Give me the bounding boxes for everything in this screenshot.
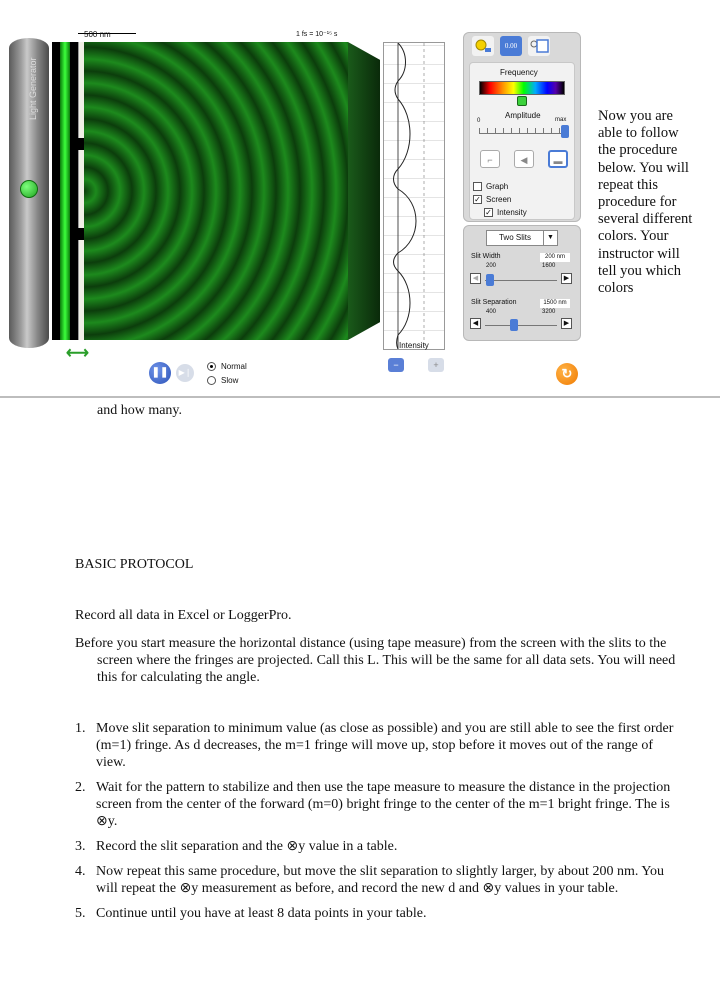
slit-width-decrease-button[interactable]: ◀ bbox=[470, 273, 481, 284]
wave-interference-simulation bbox=[0, 0, 720, 392]
slit-separation-knob[interactable] bbox=[510, 319, 518, 331]
slit-separation-increase-button[interactable]: ▶ bbox=[561, 318, 572, 329]
slit-width-knob[interactable] bbox=[486, 274, 494, 286]
intensity-checkbox[interactable] bbox=[484, 208, 527, 217]
step-number: 3. bbox=[75, 839, 86, 854]
amplitude-slider-track[interactable] bbox=[479, 128, 565, 134]
intensity-curve bbox=[384, 43, 444, 349]
slit-separation-decrease-button[interactable]: ◀ bbox=[470, 318, 481, 329]
checkbox-box: ✓ bbox=[485, 208, 492, 217]
step-text: Wait for the pattern to stabilize and then use the tape measure to measure the distance in the projection screen from the center of the forward (m=0) bright fringe to the center of the m=1 bright fringe. The is ⊗y. bbox=[96, 780, 671, 829]
speed-slow-radio[interactable] bbox=[207, 376, 238, 385]
step-number: 2. bbox=[75, 780, 86, 795]
list-item bbox=[75, 838, 685, 855]
instruction-continuation: and how many. bbox=[97, 403, 183, 418]
barrier-type-value: Two Slits bbox=[498, 233, 531, 242]
radio-dot bbox=[207, 362, 216, 371]
speed-normal-radio[interactable] bbox=[207, 362, 247, 371]
frequency-label: Frequency bbox=[500, 68, 538, 77]
screen-checkbox[interactable] bbox=[473, 195, 511, 204]
protocol-steps bbox=[75, 720, 685, 930]
step-number: 1. bbox=[75, 721, 86, 736]
list-item bbox=[75, 905, 685, 922]
reset-icon[interactable]: ↻ bbox=[556, 363, 578, 385]
slit-width-increase-button[interactable]: ▶ bbox=[561, 273, 572, 284]
scale-label: 500 nm bbox=[84, 30, 111, 39]
slit-separation-label: Slit Separation bbox=[471, 299, 517, 306]
amplitude-min-label: 0 bbox=[477, 118, 481, 124]
slit-width-min-label: 200 bbox=[486, 263, 497, 269]
zoom-out-icon[interactable]: − bbox=[388, 358, 404, 372]
screen-checkbox-label: Screen bbox=[486, 195, 512, 204]
speed-normal-label: Normal bbox=[221, 362, 247, 371]
step-text: Move slit separation to minimum value (as close as possible) and you are still able to see the first order (m=1) fringe. As d decreases, the m=1 fringe will move up, stop before it moves out of the range of view. bbox=[96, 721, 674, 770]
intensity-checkbox-label: Intensity bbox=[497, 208, 527, 217]
light-beam-core bbox=[60, 42, 70, 340]
barrier-type-select[interactable] bbox=[486, 230, 558, 246]
checkbox-box: ✓ bbox=[474, 195, 481, 204]
chevron-down-icon: ▼ bbox=[543, 231, 557, 245]
speed-slow-label: Slow bbox=[221, 376, 239, 385]
amplitude-label: Amplitude bbox=[505, 111, 541, 120]
slit-width-track[interactable] bbox=[485, 280, 557, 281]
section-divider bbox=[0, 396, 720, 398]
graph-checkbox[interactable] bbox=[473, 182, 508, 191]
laser-source-icon[interactable]: ▬ bbox=[548, 150, 568, 168]
wave-pattern-side bbox=[348, 42, 380, 340]
step-text: Continue until you have at least 8 data points in your table. bbox=[96, 906, 427, 921]
barrier-source-buttons bbox=[480, 150, 568, 168]
zoom-in-icon[interactable]: + bbox=[428, 358, 444, 372]
time-scale-label: 1 fs = 10⁻¹⁵ s bbox=[296, 31, 338, 38]
slit-separation-track[interactable] bbox=[485, 325, 557, 326]
frequency-spectrum-slider[interactable] bbox=[479, 81, 565, 95]
tool-icons bbox=[472, 36, 550, 56]
slit-width-label: Slit Width bbox=[471, 253, 501, 260]
slit-width-max-label: 1600 bbox=[542, 263, 556, 269]
timer-icon[interactable]: 0.00 bbox=[500, 36, 522, 56]
instruction-side-text: Now you are able to follow the procedure below. You will repeat this procedure for several different colors. Your instructor will tell you which colors bbox=[598, 108, 693, 297]
intensity-graph bbox=[383, 42, 445, 350]
wave-pattern bbox=[84, 42, 348, 340]
measuring-tape-icon[interactable] bbox=[528, 36, 550, 56]
protocol-heading: BASIC PROTOCOL bbox=[75, 557, 194, 572]
frequency-slider-knob[interactable] bbox=[517, 96, 527, 106]
amplitude-max-label: max bbox=[555, 117, 567, 123]
slit-separation-current: 1500 nm bbox=[540, 299, 570, 308]
light-generator-label: Light Generator bbox=[28, 57, 38, 120]
barrier-drag-handle-icon[interactable]: ⟷ bbox=[66, 345, 89, 362]
amplitude-slider-knob[interactable] bbox=[561, 125, 569, 138]
speaker-source-icon[interactable]: ◀ bbox=[514, 150, 534, 168]
slit-separation-max-label: 3200 bbox=[542, 309, 556, 315]
slit-width-current: 200 nm bbox=[540, 253, 570, 262]
faucet-source-icon[interactable]: ⌐ bbox=[480, 150, 500, 168]
checkbox-box bbox=[473, 182, 482, 191]
slit-separation-min-label: 400 bbox=[486, 309, 497, 315]
light-bulb-icon[interactable] bbox=[472, 36, 494, 56]
record-instruction: Record all data in Excel or LoggerPro. bbox=[75, 608, 292, 623]
radio-dot bbox=[207, 376, 216, 385]
step-number: 5. bbox=[75, 906, 86, 921]
light-generator-button[interactable] bbox=[20, 180, 38, 198]
list-item bbox=[75, 720, 685, 771]
list-item bbox=[75, 779, 685, 830]
graph-label: Intensity bbox=[399, 341, 429, 350]
step-text: Now repeat this same procedure, but move the slit separation to slightly larger, by about 200 nm. You will repeat the ⊗y measurement as before, and record the new d and ⊗y values in your table. bbox=[96, 864, 665, 896]
list-item bbox=[75, 863, 685, 897]
setup-paragraph: Before you start measure the horizontal distance (using tape measure) from the screen with the slits to the screen where the fringes are projected. Call this L. This will be the same for all data sets. You will need this for calculating the angle. bbox=[75, 636, 676, 685]
graph-checkbox-label: Graph bbox=[486, 182, 509, 191]
pause-icon[interactable]: ❚❚ bbox=[149, 362, 171, 384]
step-icon[interactable]: ▶❘ bbox=[176, 364, 194, 382]
step-number: 4. bbox=[75, 864, 86, 879]
step-text: Record the slit separation and the ⊗y value in a table. bbox=[96, 839, 398, 854]
